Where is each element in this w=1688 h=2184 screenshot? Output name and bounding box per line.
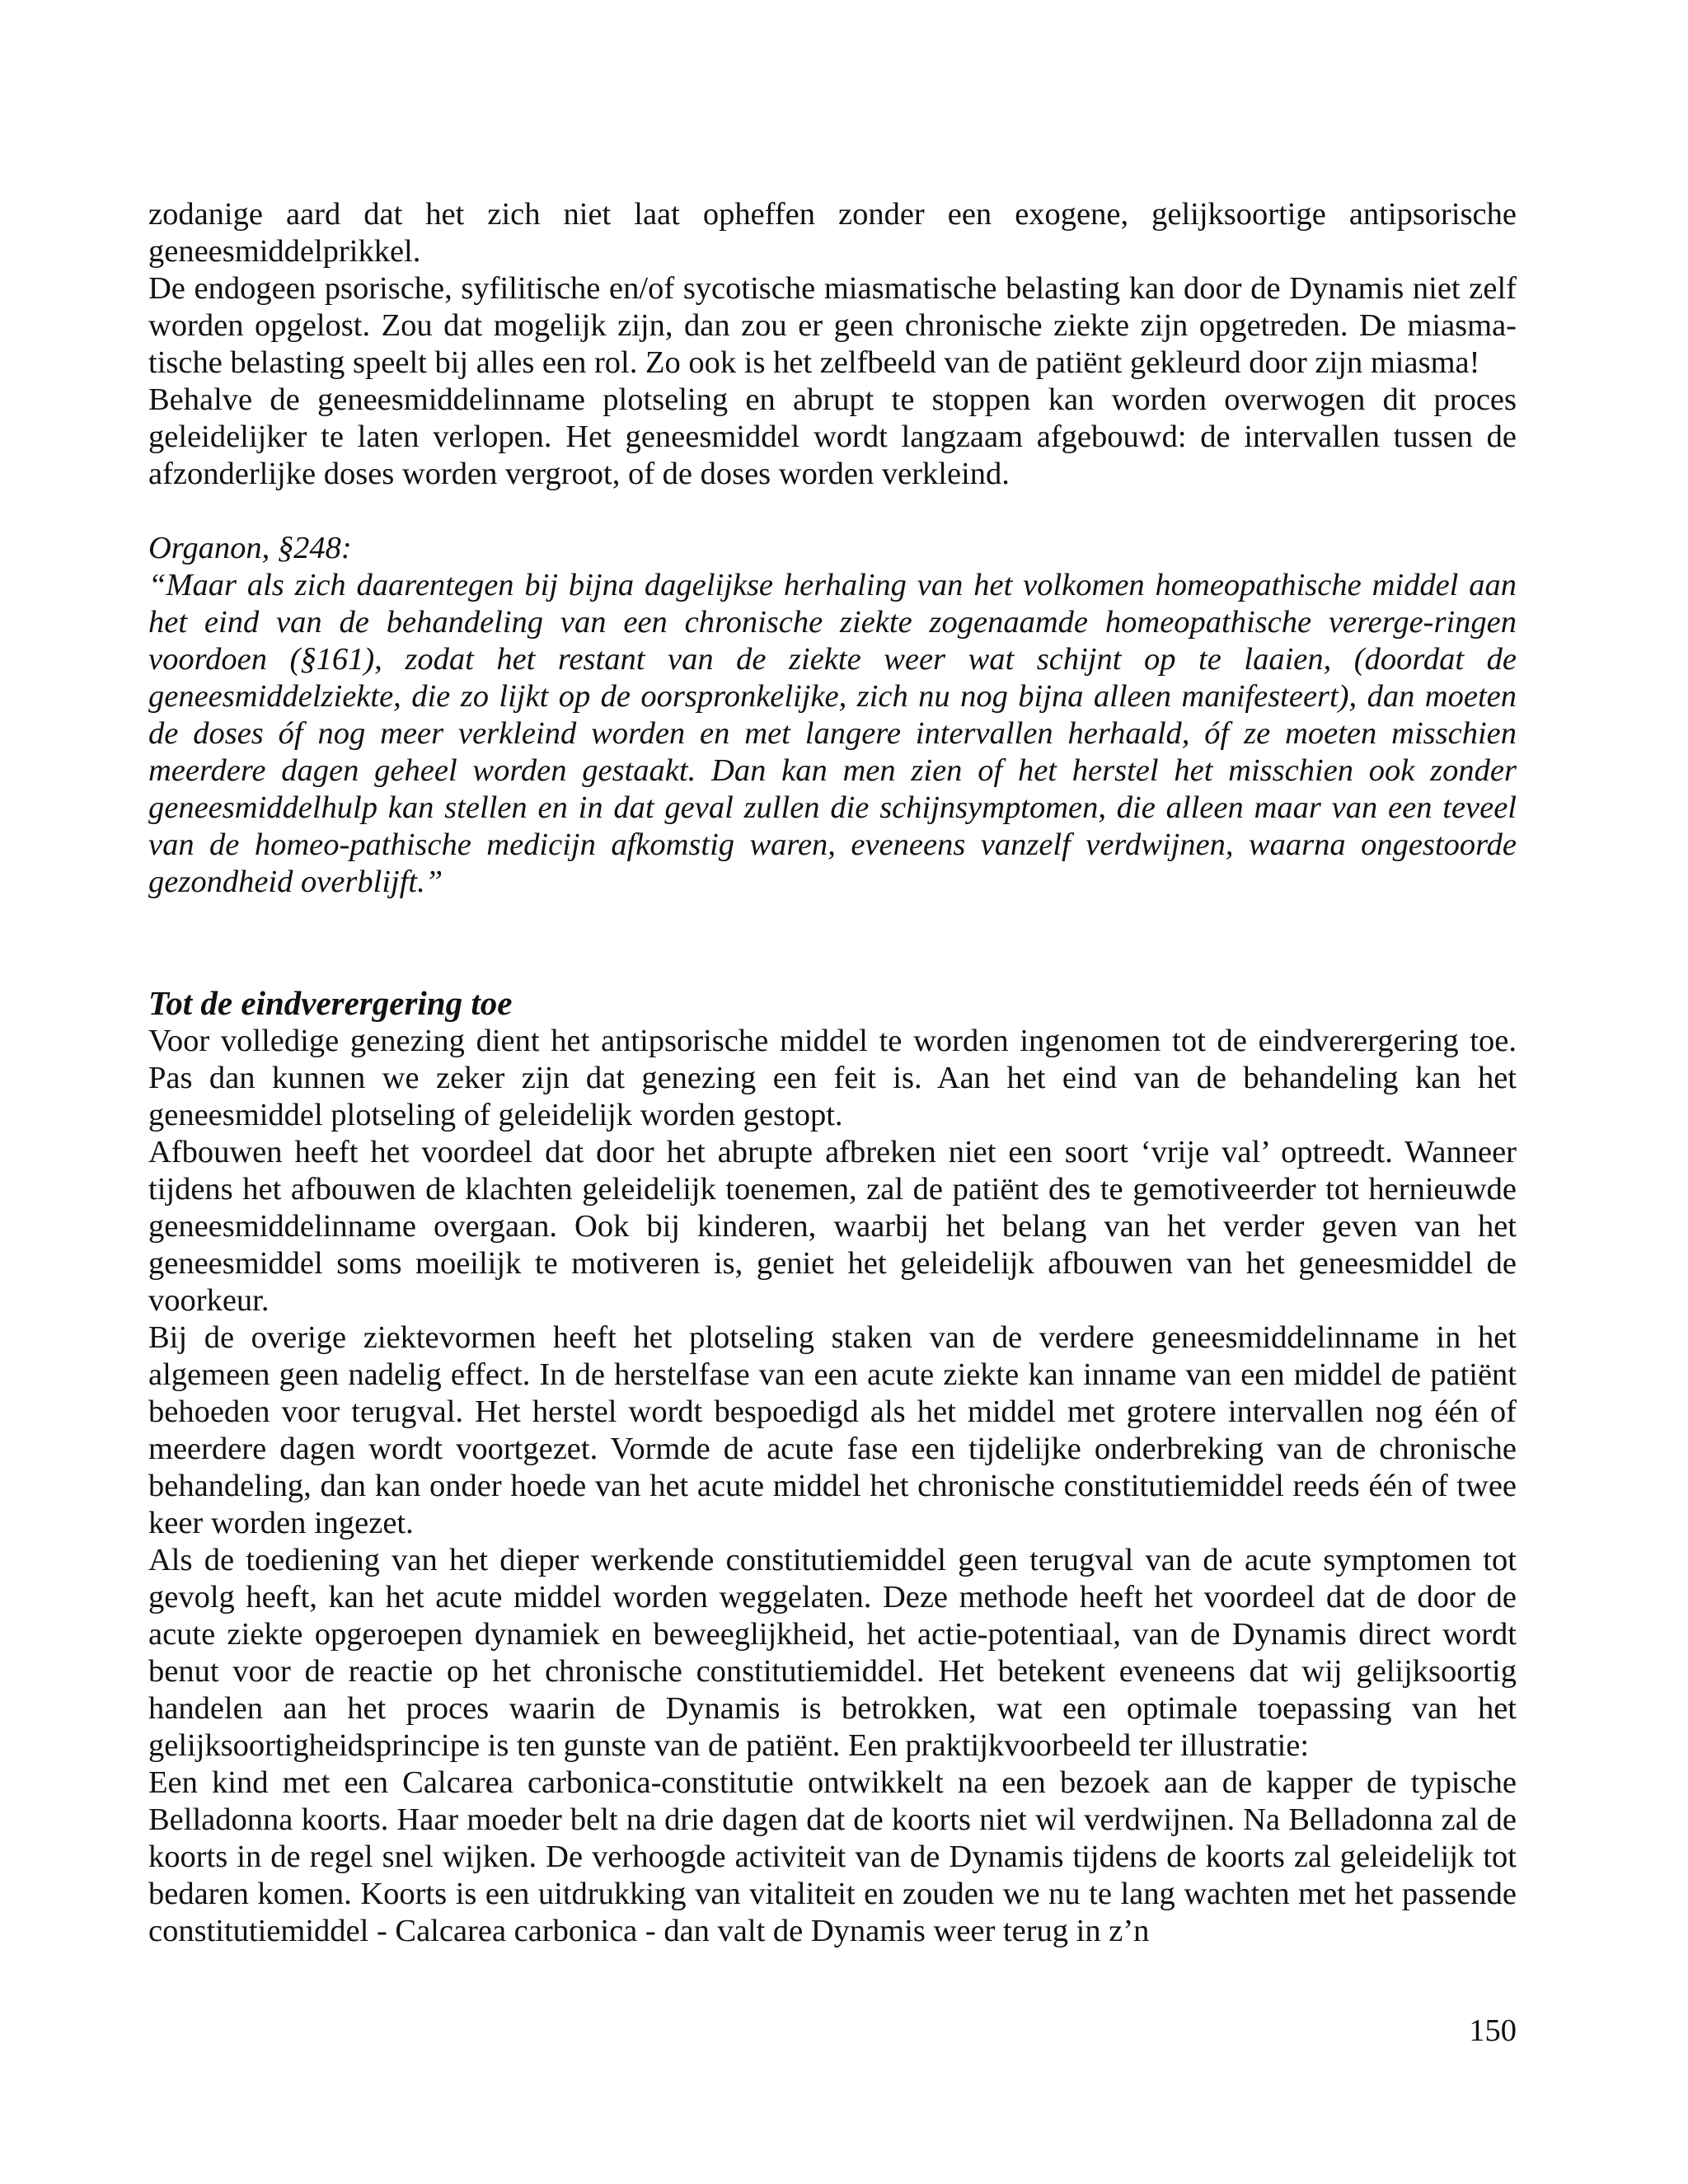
quote-source: Organon, §248: — [148, 531, 352, 565]
page-body — [148, 196, 1517, 1950]
spacer — [148, 901, 1517, 983]
paragraph-complete-cure: Voor volledige genezing dient het antipsorische middel te worden ingenomen tot de eindverergering toe. Pas dan kunnen we zeker zijn dat genezing een feit is. Aan het eind van de behandeling kan het geneesmiddel plotseling of geleidelijk worden gestopt. — [148, 1024, 1517, 1132]
paragraph-tapering: Behalve de geneesmiddelinname plotseling en abrupt te stoppen kan worden overwogen dit proces geleidelijker te laten verlopen. Het geneesmiddel wordt langzaam afgebouwd: de intervallen tussen de afzonderlijke doses worden vergroot, of de doses worden verkleind. — [148, 382, 1517, 491]
paragraph-tapering-advantage: Afbouwen heeft het voordeel dat door het abrupte afbreken niet een soort ‘vrije val’ optreedt. Wanneer tijdens het afbouwen de klachten geleidelijk toenemen, zal de patiënt des te gemotiveerder tot hernieuwde geneesmiddelinname overgaan. Ook bij kinderen, waarbij het belang van het verder geven van het geneesmiddel soms moeilijk te motiveren is, geniet het geleidelijk afbouwen van het geneesmiddel de voorkeur. — [148, 1135, 1517, 1318]
spacer — [148, 493, 1517, 530]
paragraph-other-diseases: Bij de overige ziektevormen heeft het plotseling staken van de verdere geneesmiddelinname in het algemeen geen nadelig effect. In de herstelfase van een acute ziekte kan inname van een middel de patiënt behoeden voor terugval. Het herstel wordt bespoedigd als het middel met grotere intervallen nog één of meerdere dagen wordt voortgezet. Vormde de acute fase een tijdelijke onderbreking van de chronische behandeling, dan kan onder hoede van het acute middel het chronische constitutiemiddel reeds één of twee keer worden ingezet. — [148, 1320, 1517, 1540]
paragraph-constitutional-remedy: Als de toediening van het dieper werkende constitutiemiddel geen terugval van de acute symptomen tot gevolg heeft, kan het acute middel worden weggelaten. Deze methode heeft het voordeel dat de door de acute ziekte opgeroepen dynamiek en beweeglijkheid, het actie-potentiaal, van de Dynamis direct wordt benut voor de reactie op het chronische constitutiemiddel. Het betekent eveneens dat wij gelijksoortig handelen aan het proces waarin de Dynamis is betrokken, wat een optimale toepassing van het gelijksoortigheidsprincipe is ten gunste van de patiënt. Een praktijkvoorbeeld ter illustratie: — [148, 1543, 1517, 1763]
paragraph-miasmatic-burden: De endogeen psorische, syfilitische en/of sycotische miasmatische belasting kan door de Dynamis niet zelf worden opgelost. Zou dat mogelijk zijn, dan zou er geen chronische ziekte zijn opgetreden. De miasma-tische belasting speelt bij alles een rol. Zo ook is het zelfbeeld van de patiënt gekleurd door zijn miasma! — [148, 271, 1517, 380]
section-heading: Tot de eindverergering toe — [148, 984, 513, 1022]
page-number: 150 — [1469, 2013, 1517, 2048]
organon-quote: “Maar als zich daarentegen bij bijna dagelijkse herhaling van het volkomen homeopathische middel aan het eind van de behandeling van een chronische ziekte zogenaamde homeopathische vererge-ringen voordoen (§161), zodat het restant van de ziekte weer wat schijnt op te laaien, (doordat de geneesmiddelziekte, die zo lijkt op de oorspronkelijke, zich nu nog bijna alleen manifesteert), dan moeten de doses óf nog meer verkleind worden en met langere intervallen herhaald, óf ze moeten misschien meerdere dagen geheel worden gestaakt. Dan kan men zien of het herstel het misschien ook zonder geneesmiddelhulp kan stellen en in dat geval zullen die schijnsymptomen, die alleen maar van een teveel van de homeo-pathische medicijn afkomstig waren, eveneens vanzelf verdwijnen, waarna ongestoorde gezondheid overblijft.” — [148, 568, 1517, 899]
paragraph-continuation: zodanige aard dat het zich niet laat opheffen zonder een exogene, gelijksoortige antipsorische geneesmiddelprikkel. — [148, 197, 1517, 269]
paragraph-case-example: Een kind met een Calcarea carbonica-constitutie ontwikkelt na een bezoek aan de kapper de typische Belladonna koorts. Haar moeder belt na drie dagen dat de koorts niet wil verdwijnen. Na Belladonna zal de koorts in de regel snel wijken. De verhoogde activiteit van de Dynamis tijdens de koorts zal geleidelijk tot bedaren komen. Koorts is een uitdrukking van vitaliteit en zouden we nu te lang wachten met het passende constitutiemiddel - Calcarea carbonica - dan valt de Dynamis weer terug in z’n — [148, 1765, 1517, 1948]
